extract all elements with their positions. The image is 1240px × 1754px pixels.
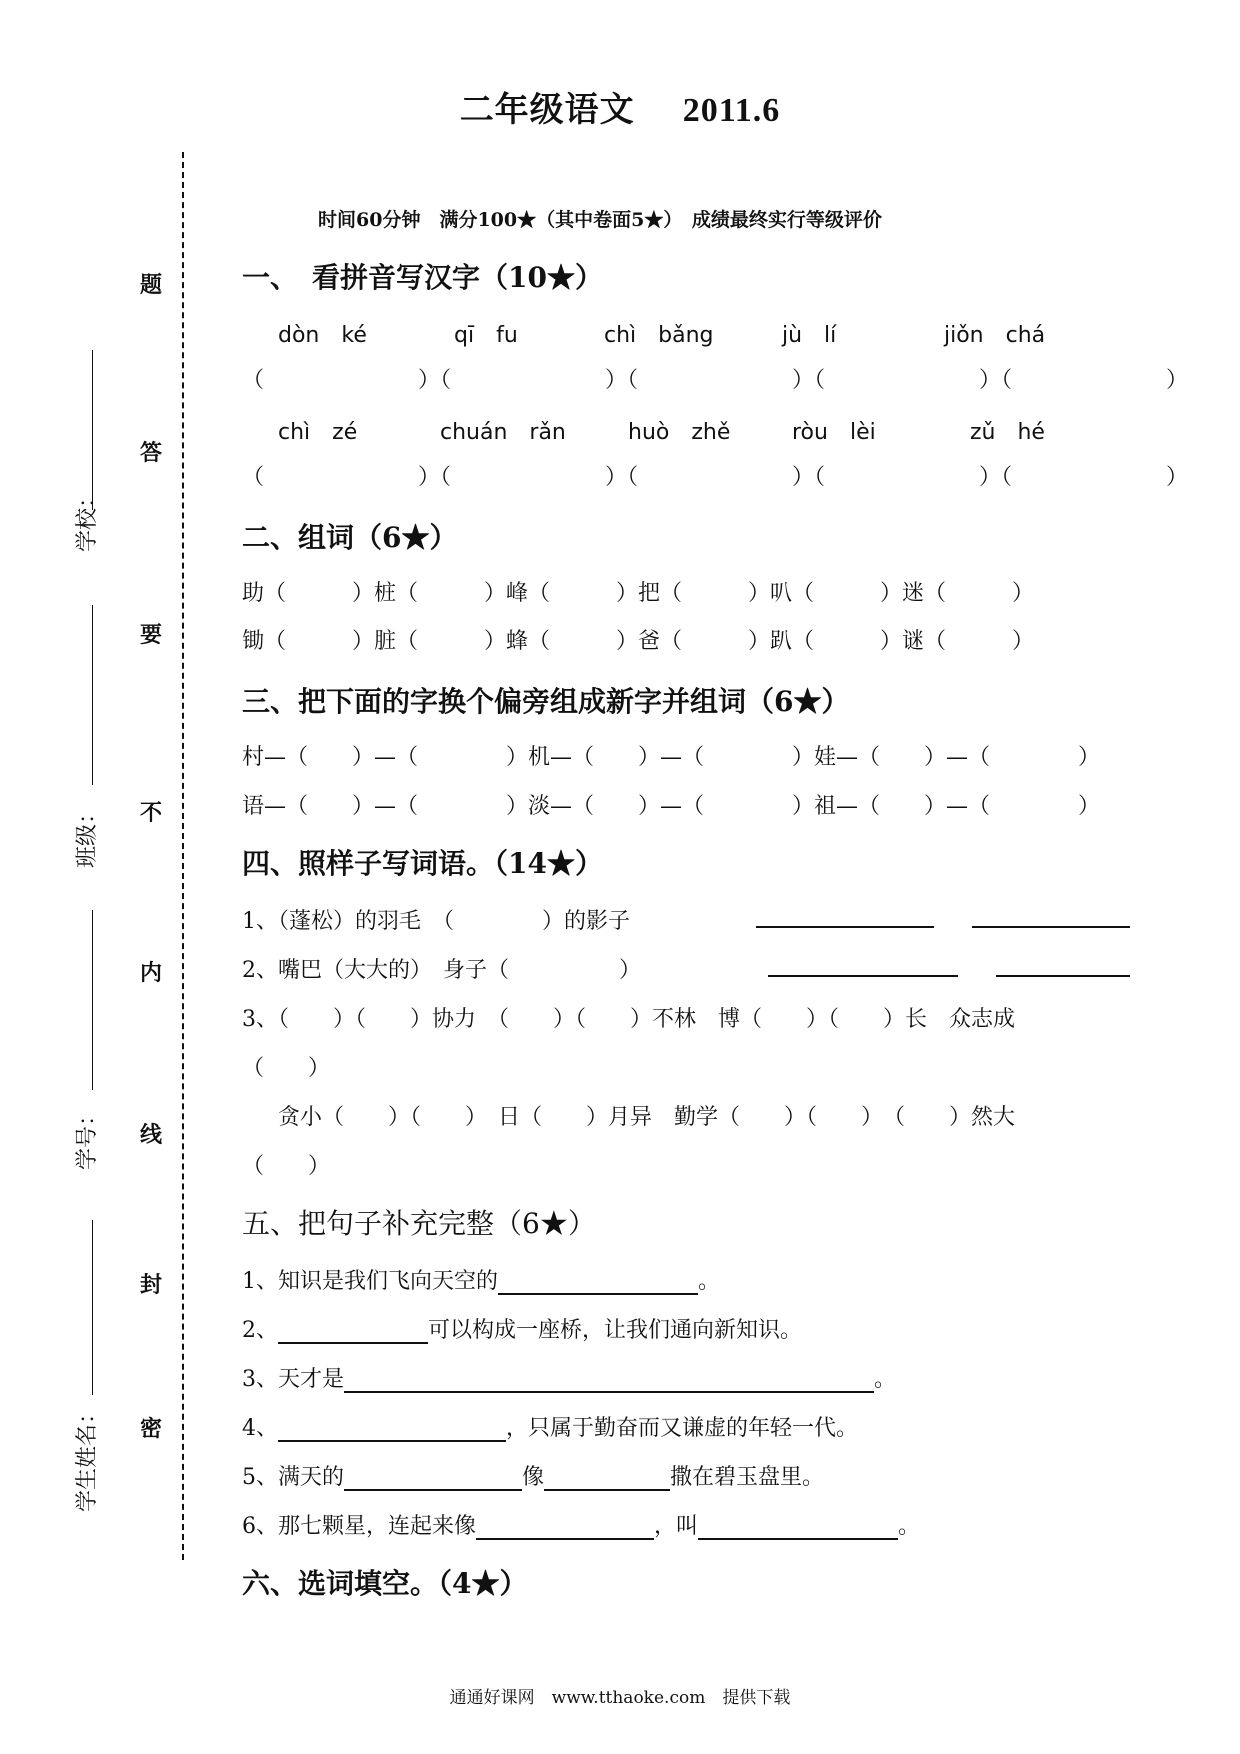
section-3-heading: 三、把下面的字换个偏旁组成新字并组词（6★） xyxy=(242,685,850,718)
sentence-text: 4、 xyxy=(242,1416,278,1441)
sentence-text: 6、那七颗星，连起来像 xyxy=(242,1514,476,1539)
sentence-text: ，叫 xyxy=(654,1514,699,1539)
sentence-3[interactable] xyxy=(242,1362,896,1393)
idiom-line[interactable]: 贪小（ ）（ ） 日（ ）月异 勤学（ ）（ ） （ ）然大 xyxy=(278,1105,1016,1130)
pinyin: ròu lèi xyxy=(792,420,876,445)
seal-dashed-line xyxy=(182,152,184,1560)
word-group-row[interactable]: 助（ ）桩（ ）峰（ ）把（ ）叭（ ）迷（ ） xyxy=(242,581,1035,606)
sentence-5[interactable] xyxy=(242,1460,824,1491)
student-number-field[interactable] xyxy=(92,910,93,1090)
section-1-heading: 一、 看拼音写汉字（10★） xyxy=(242,261,603,294)
idiom-line-cont[interactable]: （ ） xyxy=(242,1056,331,1081)
pinyin: chuán rǎn xyxy=(440,420,566,445)
blank[interactable] xyxy=(972,904,1130,928)
sentence-text: 可以构成一座桥，让我们通向新知识。 xyxy=(428,1318,803,1343)
pinyin: qī fu xyxy=(454,323,518,348)
word-group-row[interactable]: 锄（ ）脏（ ）蜂（ ）爸（ ）趴（ ）谜（ ） xyxy=(242,629,1035,654)
sentence-text: 2、 xyxy=(242,1318,278,1343)
blank[interactable] xyxy=(278,1320,428,1344)
section-2-heading: 二、组词（6★） xyxy=(242,521,458,554)
sentence-text: 1、知识是我们飞向天空的 xyxy=(242,1269,498,1294)
pinyin: zǔ hé xyxy=(970,420,1045,445)
blank[interactable] xyxy=(698,1516,898,1540)
blank[interactable] xyxy=(344,1369,874,1393)
pinyin: chì bǎng xyxy=(604,323,714,348)
answer-parentheses-row[interactable]: （ ）（ ）（ ）（ ）（ ） xyxy=(242,368,1189,393)
title-main: 二年级语文 xyxy=(459,90,635,130)
exam-info: 时间60分钟 满分100★（其中卷面5★） 成绩最终实行等级评价 xyxy=(318,209,882,231)
sentence-text: 像 xyxy=(522,1465,545,1490)
answer-parentheses-row[interactable]: （ ）（ ）（ ）（ ）（ ） xyxy=(242,465,1189,490)
blank[interactable] xyxy=(344,1467,522,1491)
section-5-heading: 五、把句子补充完整（6★） xyxy=(242,1207,596,1240)
seal-char: 密 xyxy=(139,1416,162,1442)
class-field[interactable] xyxy=(92,605,93,785)
sentence-text: 撒在碧玉盘里。 xyxy=(670,1465,825,1490)
seal-char: 题 xyxy=(139,272,162,298)
sentence-text: 3、天才是 xyxy=(242,1367,344,1392)
idiom-line[interactable]: 3、（ ）（ ）协力 （ ）（ ）不林 博（ ）（ ）长 众志成 xyxy=(242,1007,1015,1032)
blank[interactable] xyxy=(996,953,1130,977)
example-line-2: 2、嘴巴（大大的） 身子（ ） xyxy=(242,958,641,983)
sentence-text: 。 xyxy=(698,1269,721,1294)
seal-char: 线 xyxy=(139,1122,162,1148)
sentence-text: 。 xyxy=(874,1367,897,1392)
seal-char: 内 xyxy=(139,960,162,986)
footer-credit: 通通好课网 www.tthaoke.com 提供下载 xyxy=(449,1688,791,1708)
sentence-6[interactable] xyxy=(242,1509,920,1540)
seal-char: 要 xyxy=(139,622,162,648)
class-label: 班级： xyxy=(75,801,100,868)
blank[interactable] xyxy=(756,904,934,928)
pinyin: dòn ké xyxy=(278,323,367,348)
sentence-text: 5、满天的 xyxy=(242,1465,344,1490)
sentence-4[interactable] xyxy=(242,1411,858,1442)
seal-char: 封 xyxy=(139,1272,162,1298)
blank[interactable] xyxy=(278,1418,506,1442)
example-line-1: 1、（蓬松）的羽毛 （ ）的影子 xyxy=(242,909,630,934)
blank[interactable] xyxy=(768,953,958,977)
student-name-label: 学生姓名： xyxy=(75,1401,100,1512)
pinyin: huò zhě xyxy=(628,420,731,445)
sentence-text: ，只属于勤奋而又谦虚的年轻一代。 xyxy=(506,1416,859,1441)
school-label: 学校： xyxy=(75,485,100,552)
section-6-heading: 六、选词填空。（4★） xyxy=(242,1567,528,1600)
student-number-label: 学号： xyxy=(75,1103,100,1170)
title-year: 2011.6 xyxy=(682,92,781,129)
pinyin: jù lí xyxy=(782,323,837,348)
blank[interactable] xyxy=(476,1516,654,1540)
blank[interactable] xyxy=(498,1271,698,1295)
sentence-2[interactable] xyxy=(242,1313,802,1344)
pinyin: chì zé xyxy=(278,420,358,445)
pinyin: jiǒn chá xyxy=(944,323,1046,348)
page-title xyxy=(0,82,1240,131)
radical-row[interactable]: 语—（ ）—（ ）淡—（ ）—（ ）祖—（ ）—（ ） xyxy=(242,794,1101,819)
sentence-text: 。 xyxy=(898,1514,921,1539)
school-field[interactable] xyxy=(92,350,93,510)
sentence-1[interactable] xyxy=(242,1264,720,1295)
seal-char: 答 xyxy=(139,440,162,466)
student-name-field[interactable] xyxy=(92,1220,93,1395)
blank[interactable] xyxy=(544,1467,670,1491)
radical-row[interactable]: 村—（ ）—（ ）机—（ ）—（ ）娃—（ ）—（ ） xyxy=(242,745,1101,770)
section-4-heading: 四、照样子写词语。（14★） xyxy=(242,847,603,880)
idiom-line-cont[interactable]: （ ） xyxy=(242,1154,331,1179)
seal-char: 不 xyxy=(139,800,162,826)
